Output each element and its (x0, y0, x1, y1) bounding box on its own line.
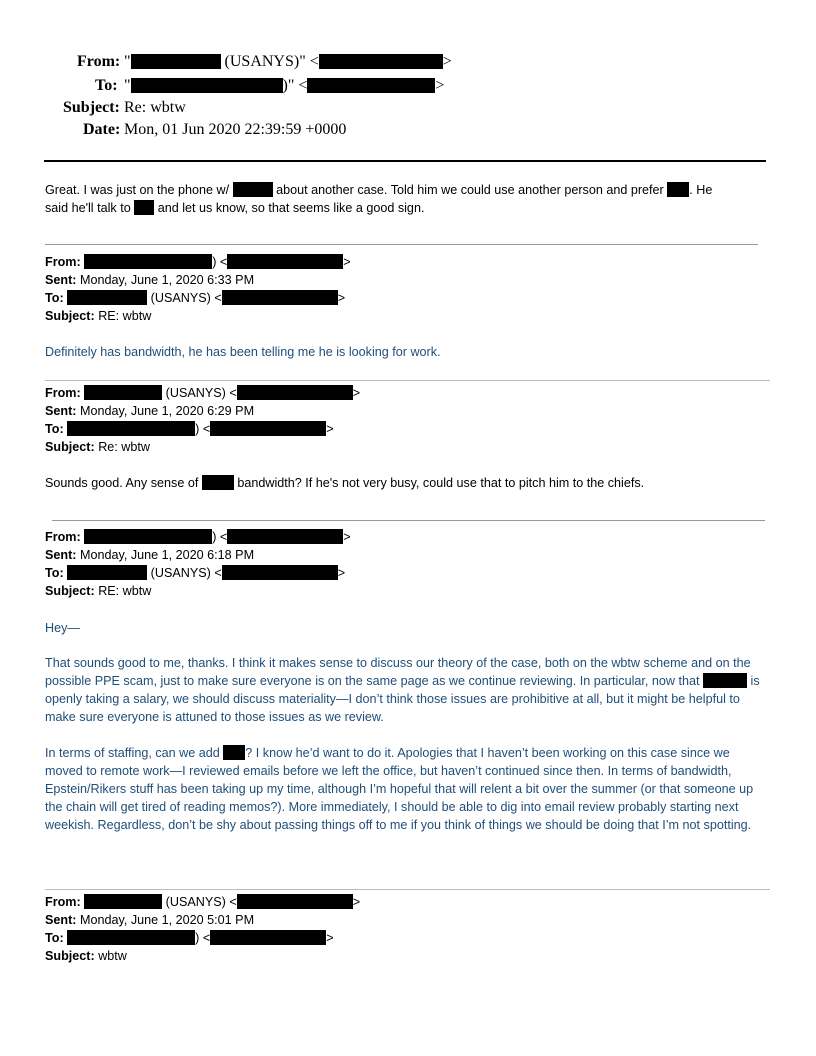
from-label: From: (45, 255, 81, 269)
redaction-box (67, 290, 147, 305)
sent-value: Monday, June 1, 2020 5:01 PM (79, 913, 255, 927)
to-value: ) < (195, 422, 211, 436)
sent-label: Sent: (45, 913, 77, 927)
sent-label: Sent: (45, 404, 77, 418)
redaction-box (703, 673, 747, 688)
redaction-box (67, 565, 147, 580)
to-label: To: (45, 422, 64, 436)
sent-value: Monday, June 1, 2020 6:33 PM (79, 273, 255, 287)
from-value: (USANYS) < (162, 386, 237, 400)
header-date: Mon, 01 Jun 2020 22:39:59 +0000 (124, 121, 347, 138)
message-separator (45, 889, 770, 890)
redaction-box (134, 200, 154, 215)
reply-text: Great. I was just on the phone w/ (45, 183, 233, 197)
message-paragraph (45, 744, 767, 834)
redaction-box (222, 565, 338, 580)
sent-label: Sent: (45, 273, 77, 287)
redaction-box (227, 254, 343, 269)
quoted-message-header (45, 384, 360, 456)
message-separator (45, 380, 770, 381)
message-separator (45, 244, 758, 245)
header-to-close: > (435, 77, 445, 94)
header-to-mid: )" < (282, 77, 308, 94)
header-to-label: To: (95, 77, 118, 94)
reply-text: about another case. Told him we could use another person and prefer (272, 183, 668, 197)
redaction-box (223, 745, 245, 760)
from-value: (USANYS) < (162, 895, 237, 909)
header-from-org: (USANYS)" < (220, 53, 319, 70)
from-value-end: > (352, 386, 361, 400)
to-value: (USANYS) < (147, 291, 222, 305)
from-label: From: (45, 895, 81, 909)
sent-label: Sent: (45, 548, 77, 562)
message-text: Sounds good. Any sense of (45, 476, 202, 490)
header-from-close: > (442, 53, 452, 70)
message-text: That sounds good to me, thanks. I think it makes sense to discuss our theory of the case, both on the wbtw scheme and on the possible PPE scam, just to make sure everyone is on the same page as we continue reviewing. In particular, now that (45, 656, 751, 688)
redaction-box (319, 54, 443, 69)
redaction-box (667, 182, 689, 197)
redaction-box (227, 529, 343, 544)
reply-text: . He (689, 183, 713, 197)
message-paragraph (45, 654, 767, 726)
to-value: (USANYS) < (147, 566, 222, 580)
reply-text: and let us know, so that seems like a good sign. (154, 201, 425, 215)
header-date-label: Date: (83, 121, 121, 138)
redaction-box (131, 54, 221, 69)
quoted-message-header (45, 893, 360, 965)
quoted-message-header (45, 253, 351, 325)
message-text: ? I know he’d want to do it. Apologies that I haven’t been working on this case since we moved to remote work—I reviewed emails before we left the office, but haven’t continued since then. In terms of bandwidth, Epstein/Rikers stuff has been taking up my time, although I’m hopeful that will relent a bit over the summer (or that someone up the chain will get tired of reading memos?). More immediately, I should be able to dig into email review probably starting next weekish. Regardless, don’t be shy about passing things off to me if you think of things we should be doing that I’m not spotting. (45, 746, 754, 832)
header-from-open: " (124, 53, 131, 70)
redaction-box (210, 421, 326, 436)
redaction-box (84, 529, 212, 544)
subject-value: RE: wbtw (98, 309, 152, 323)
header-subject-label: Subject: (63, 99, 120, 116)
to-value-end: > (326, 931, 334, 945)
header-to-open: " (124, 77, 131, 94)
to-label: To: (45, 291, 64, 305)
redaction-box (84, 385, 162, 400)
from-value: ) < (212, 255, 228, 269)
to-value-end: > (326, 422, 334, 436)
to-value-end: > (337, 291, 346, 305)
reply-body (45, 181, 769, 217)
to-value: ) < (195, 931, 211, 945)
from-value: ) < (212, 530, 228, 544)
quoted-message-header (45, 528, 351, 600)
header-subject: Re: wbtw (124, 99, 186, 116)
message-body (45, 474, 767, 492)
redaction-box (222, 290, 338, 305)
subject-label: Subject: (45, 309, 95, 323)
reply-text: said he'll talk to (45, 201, 135, 215)
redaction-box (67, 421, 195, 436)
subject-label: Subject: (45, 440, 95, 454)
header-divider (44, 160, 766, 162)
subject-value: wbtw (98, 949, 127, 963)
message-greeting: Hey— (45, 621, 80, 635)
sent-value: Monday, June 1, 2020 6:29 PM (79, 404, 255, 418)
redaction-box (67, 930, 195, 945)
redaction-box (131, 78, 283, 93)
to-label: To: (45, 931, 64, 945)
redaction-box (210, 930, 326, 945)
to-label: To: (45, 566, 64, 580)
subject-value: Re: wbtw (98, 440, 150, 454)
message-text: In terms of staffing, can we add (45, 746, 224, 760)
to-value-end: > (337, 566, 346, 580)
subject-value: RE: wbtw (98, 584, 152, 598)
redaction-box (237, 385, 353, 400)
redaction-box (84, 894, 162, 909)
redaction-box (84, 254, 212, 269)
from-value-end: > (343, 255, 351, 269)
from-value-end: > (352, 895, 361, 909)
message-text: bandwidth? If he's not very busy, could use that to pitch him to the chiefs. (233, 476, 645, 490)
redaction-box (237, 894, 353, 909)
from-label: From: (45, 530, 81, 544)
from-label: From: (45, 386, 81, 400)
redaction-box (233, 182, 273, 197)
subject-label: Subject: (45, 584, 95, 598)
redaction-box (202, 475, 234, 490)
redaction-box (307, 78, 435, 93)
message-body: Definitely has bandwidth, he has been telling me he is looking for work. (45, 345, 441, 359)
subject-label: Subject: (45, 949, 95, 963)
header-from-label: From: (77, 53, 121, 70)
message-separator (52, 520, 765, 521)
message-text: is openly taking a salary, we should discuss materiality—I don’t think those issues are prohibitive at all, but it might be helpful to make sure everyone is attuned to those issues as we review. (45, 674, 760, 724)
sent-value: Monday, June 1, 2020 6:18 PM (79, 548, 255, 562)
from-value-end: > (343, 530, 351, 544)
